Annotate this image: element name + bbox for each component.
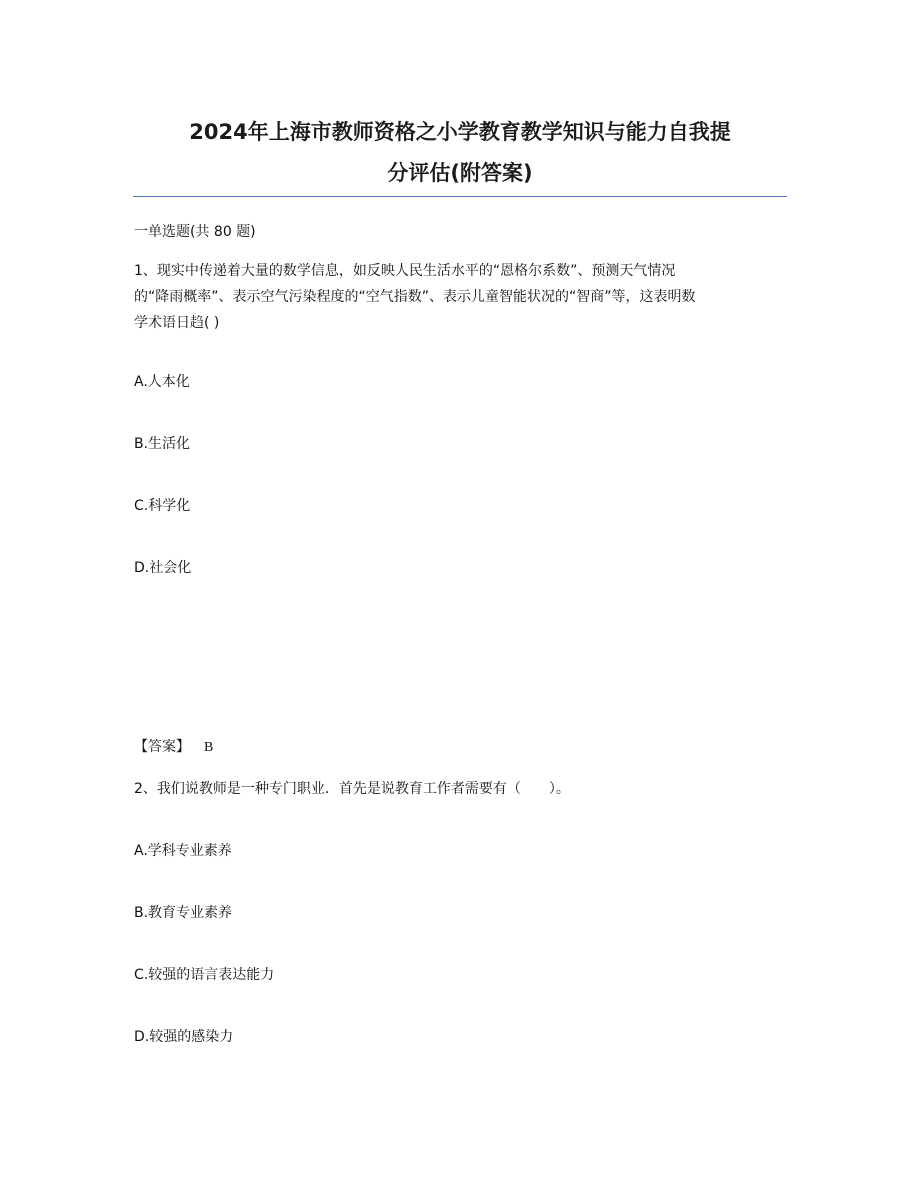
document-title-line-2: 分评估(附答案) <box>387 161 533 185</box>
question-2-option-b: B.教育专业素养 <box>134 905 233 921</box>
question-1-option-a: A.人本化 <box>134 374 190 390</box>
question-1-option-c: C.科学化 <box>134 498 191 514</box>
title-divider <box>133 196 787 197</box>
answer-label: 【答案】 <box>134 739 190 755</box>
question-1-answer <box>134 734 213 761</box>
question-1-option-b: B.生活化 <box>134 436 191 452</box>
question-1-stem <box>134 258 794 336</box>
question-1-option-d: D.社会化 <box>134 560 192 576</box>
question-2-option-d: D.较强的感染力 <box>134 1029 234 1045</box>
section-heading: 一单选题(共 80 题) <box>134 224 256 240</box>
question-2-stem: 2、我们说教师是一种专门职业．首先是说教育工作者需要有（ ）。 <box>134 781 570 797</box>
question-1-stem-line: 的“降雨概率”、表示空气污染程度的“空气指数”、表示儿童智能状况的“智商”等，这表明数 <box>134 289 696 305</box>
answer-value: B <box>204 740 214 755</box>
document-title-line-1: 2024年上海市教师资格之小学教育教学知识与能力自我提 <box>189 120 731 144</box>
question-2-option-c: C.较强的语言表达能力 <box>134 967 275 983</box>
question-2-option-a: A.学科专业素养 <box>134 843 232 859</box>
question-1-stem-line: 学术语日趋( ) <box>134 315 220 331</box>
question-1-stem-line: 1、现实中传递着大量的数学信息，如反映人民生活水平的“恩格尔系数”、预测天气情况 <box>134 263 676 279</box>
